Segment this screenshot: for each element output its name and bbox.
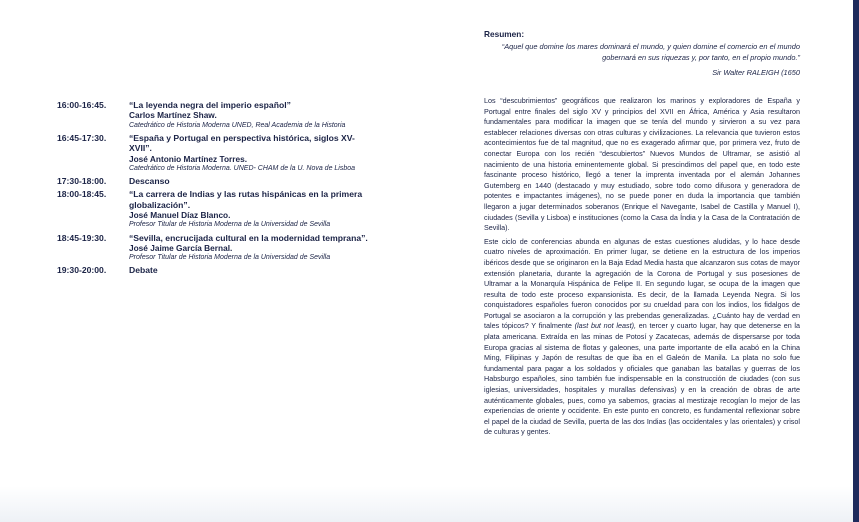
summary-body — [484, 96, 800, 441]
program-time: 19:30-20:00. — [57, 265, 107, 276]
epigraph-quote: “Aquel que domine los mares dominará el mundo, y quien domine el comercio en el mundo gobernará en sus riquezas y, por tanto, en el propio mundo.” — [501, 42, 800, 62]
speaker-affiliation: Profesor Titular de Historia Moderna de la Universidad de Sevilla — [129, 221, 331, 229]
page-edge — [853, 0, 859, 522]
program-item — [57, 233, 377, 263]
conference-program — [57, 100, 377, 276]
debate-title: Debate — [129, 265, 158, 276]
talk-title: “Sevilla, encrucijada cultural en la modernidad temprana”. — [129, 232, 368, 243]
program-time: 16:00-16:45. — [57, 100, 107, 110]
talk-title: “España y Portugal en perspectiva histórica, siglos XV-XVII”. — [129, 132, 355, 154]
speaker-name: José Jaime García Bernal. — [129, 243, 233, 254]
program-time: 17:30-18:00. — [57, 176, 107, 187]
program-time: 18:45-19:30. — [57, 232, 107, 243]
page-shadow — [0, 486, 853, 522]
program-time: 16:45-17:30. — [57, 132, 107, 143]
talk-title: “La leyenda negra del imperio español” — [129, 100, 291, 110]
speaker-affiliation: Profesor Titular de Historia Moderna de la Universidad de Sevilla — [129, 254, 331, 262]
program-item — [57, 133, 377, 173]
talk-title: “La carrera de Indias y las rutas hispánicas en la primera globalización”. — [129, 189, 363, 210]
program-item — [57, 100, 377, 130]
break-title: Descanso — [129, 176, 170, 187]
summary-text: en tercer y cuarto lugar, hay que detenerse en la plata americana. Extraída en las minas de Potosí y Zacatecas, además de dispersarse por toda Europa gracias al sistema de flotas y galeones, una parte importante de ella acabó en la China Ming, Filipinas y Japón de resultas de que iba en el Galeón de Manila. La plata no solo fue fundamental para pagar a los soldados y oficiales que ganaban las batallas y guerras de los Habsburgo españoles, sino también fue indispensable en la construcción de ciudades (con sus iglesias, universidades, hospitales y murallas defensivas) y en la creación de obras de arte auténticamente globales, pues, como ya sabemos, gracias al mestizaje recogían lo mejor de las experiencias de oriente y occidente. En este punto en concreto, es fundamental reflexionar sobre el papel de la ciudad de Sevilla, puerta de las dos Indias (las occidentales y las orientales) y crisol de culturas y gentes. — [484, 321, 801, 437]
speaker-name: José Manuel Díaz Blanco. — [129, 210, 231, 221]
summary-heading: Resumen: — [484, 29, 525, 39]
summary-paragraph — [484, 237, 800, 438]
summary-text: Este ciclo de conferencias abunda en algunas de estas cuestiones aludidas, y lo hace desde cuatro niveles de aproximación. En primer lugar, se detiene en la estructura de los imperios ibéricos desde que se originaron en la Baja Edad Media hasta que alcanzaron sus cotas de mayor extensión planetaria, durante la agregación de la Corona de Portugal y sus posesiones de Ultramar a la Monarquía Hispánica de Felipe II. En segundo lugar, se ocupa de la imagen que resulta de todo este proceso expansionista. Es decir, de la llamada Leyenda Negra. Si los conquistadores españoles fueron conocidos por su crueldad para con los indios, los fidalgos de Portugal se asociaron a la corrupción y las prebendas generalizadas. ¿Cuánto hay de verdad en tales tópicos? Y finalmente — [484, 236, 800, 331]
program-time: 18:00-18:45. — [57, 189, 107, 200]
epigraph-author: Sir Walter RALEIGH (1650 — [712, 68, 800, 77]
speaker-affiliation: Catedrático de Historia Moderna UNED, Real Academia de la Historia — [129, 121, 346, 129]
speaker-affiliation: Catedrático de Historia Moderna. UNED- CHAM de la U. Nova de Lisboa — [129, 164, 356, 172]
program-item — [57, 176, 377, 186]
speaker-name: José Antonio Martínez Torres. — [129, 153, 248, 164]
program-item — [57, 189, 377, 229]
summary-paragraph: Los “descubrimientos” geográficos que realizaron los marinos y exploradores de España y Portugal entre finales del siglo XV y principios del XVII en África, América y Asia resultaron fundamentales para modificar la imagen que se tenía del mundo y sirvieron a su vez para establecer relaciones diversas con otras culturas y civilizaciones. La relevancia que tuvieron estos acontecimientos fue de tal magnitud, que no es exagerado afirmar que, por primera vez, fruto de conectar Europa con los recién “descubiertos” Nuevos Mundos de Ultramar, se asistió al nacimiento de una historia eminentemente global. Si prescindimos del papel que, en todo este fascinante proceso histórico, llegó a tener la imprenta inventada por el alemán Johannes Gutemberg en 1440 (destacado y muy estudiado, sobre todo como difusora y generadora de potentes e impactantes imágenes), no se puede poner en duda la importancia que también llegaron a jugar determinados soberanos (Enrique el Navegante, Isabel de Castilla y Manuel I), ciudades (Sevilla y Lisboa) e instituciones (como la Casa da Índia y la Casa de la Contratación de Sevilla). — [484, 96, 800, 233]
program-item — [57, 265, 377, 275]
summary-emphasis: (last but not least), — [574, 321, 636, 331]
speaker-name: Carlos Martínez Shaw. — [129, 110, 217, 121]
